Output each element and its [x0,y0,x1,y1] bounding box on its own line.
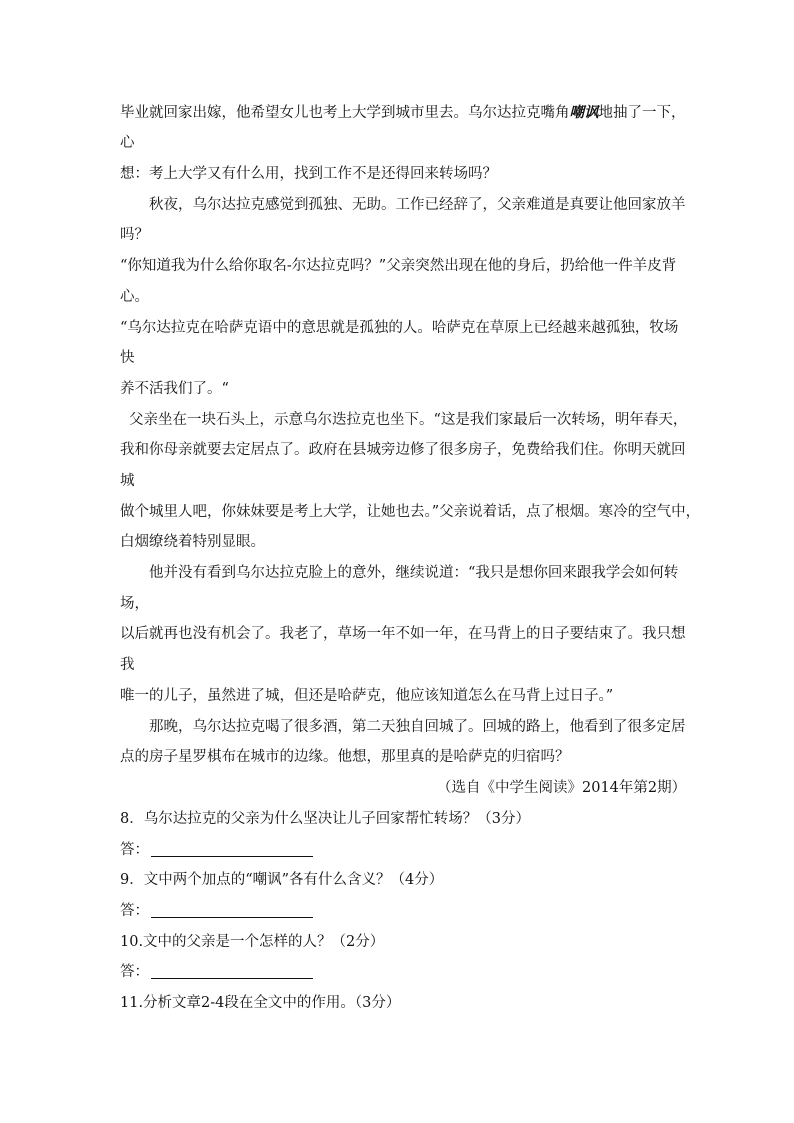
answer-9: 答： [120,901,313,921]
passage-line-12: 我和你母亲就要去定居点了。政府在县城旁边修了很多房子，免费给我们住。你明天就回 [120,442,686,458]
question-10: 10.文中的父亲是一个怎样的人？（2分） [120,934,385,950]
question-9: 9．文中两个加点的“嘲讽”各有什么含义？（4分） [120,872,444,888]
passage-line-9: 快 [120,350,135,366]
passage-line-15: 白烟缭绕着特别显眼。 [120,534,265,550]
answer-blank-10[interactable] [151,964,313,979]
answer-blank-9[interactable] [151,903,313,918]
answer-10: 答： [120,962,313,982]
answer-8: 答： [120,840,313,860]
passage-line-18: 以后就再也没有机会了。我老了，草场一年不如一年，在马背上的日子要结束了。我只想 [120,626,686,642]
passage-line-2: 心 [120,135,135,151]
passage-line-6: “你知道我为什么给你取名-尔达拉克吗？”父亲突然出现在他的身后，扔给他一件羊皮背 [120,258,677,274]
passage-line-14: 做个城里人吧，你妹妹要是考上大学，让她也去。”父亲说着话，点了根烟。寒冷的空气中， [120,504,701,520]
passage-line-1: 毕业就回家出嫁，他希望女儿也考上大学到城市里去。乌尔达拉克嘴角嘲讽地抽了一下， [120,104,686,121]
passage-line-11: 父亲坐在一块石头上，示意乌尔迭拉克也坐下。“这是我们家最后一次转场，明年春天， [129,412,688,428]
passage-line-4: 秋夜，乌尔达拉克感觉到孤独、无助。工作已经辞了，父亲难道是真要让他回家放羊 [149,197,686,213]
question-11: 11.分析文章2-4段在全文中的作用。（3分） [120,995,401,1011]
answer-blank-8[interactable] [151,842,313,857]
question-8: 8．乌尔达拉克的父亲为什么坚决让儿子回家帮忙转场？（3分） [120,811,530,827]
passage-line-7: 心。 [120,289,149,305]
passage-line-20: 唯一的儿子，虽然进了城，但还是哈萨克，他应该知道怎么在马背上过日子。” [120,688,614,704]
passage-line-16: 他并没有看到乌尔达拉克脸上的意外，继续说道：“我只是想你回来跟我学会如何转 [149,565,679,581]
passage-line-3: 想：考上大学又有什么用，找到工作不是还得回来转场吗？ [120,166,497,182]
passage-line-17: 场， [120,596,149,612]
passage-line-13: 城 [120,473,135,489]
passage-line-5: 吗？ [120,227,149,243]
passage-line-10: 养不活我们了。“ [120,381,229,397]
passage-line-22: 点的房子星罗棋布在城市的边缘。他想，那里真的是哈萨克的归宿吗？ [120,749,570,765]
emphasized-word: 嘲讽 [569,104,599,121]
passage-line-21: 那晚，乌尔达拉克喝了很多酒，第二天独自回城了。回城的路上，他看到了很多定居 [149,719,686,735]
passage-line-19: 我 [120,657,135,673]
source-citation: （选自《中学生阅读》2014年第2期） [437,780,687,796]
passage-line-8: “乌尔达拉克在哈萨克语中的意思就是孤独的人。哈萨克在草原上已经越来越孤独，牧场 [120,320,679,336]
